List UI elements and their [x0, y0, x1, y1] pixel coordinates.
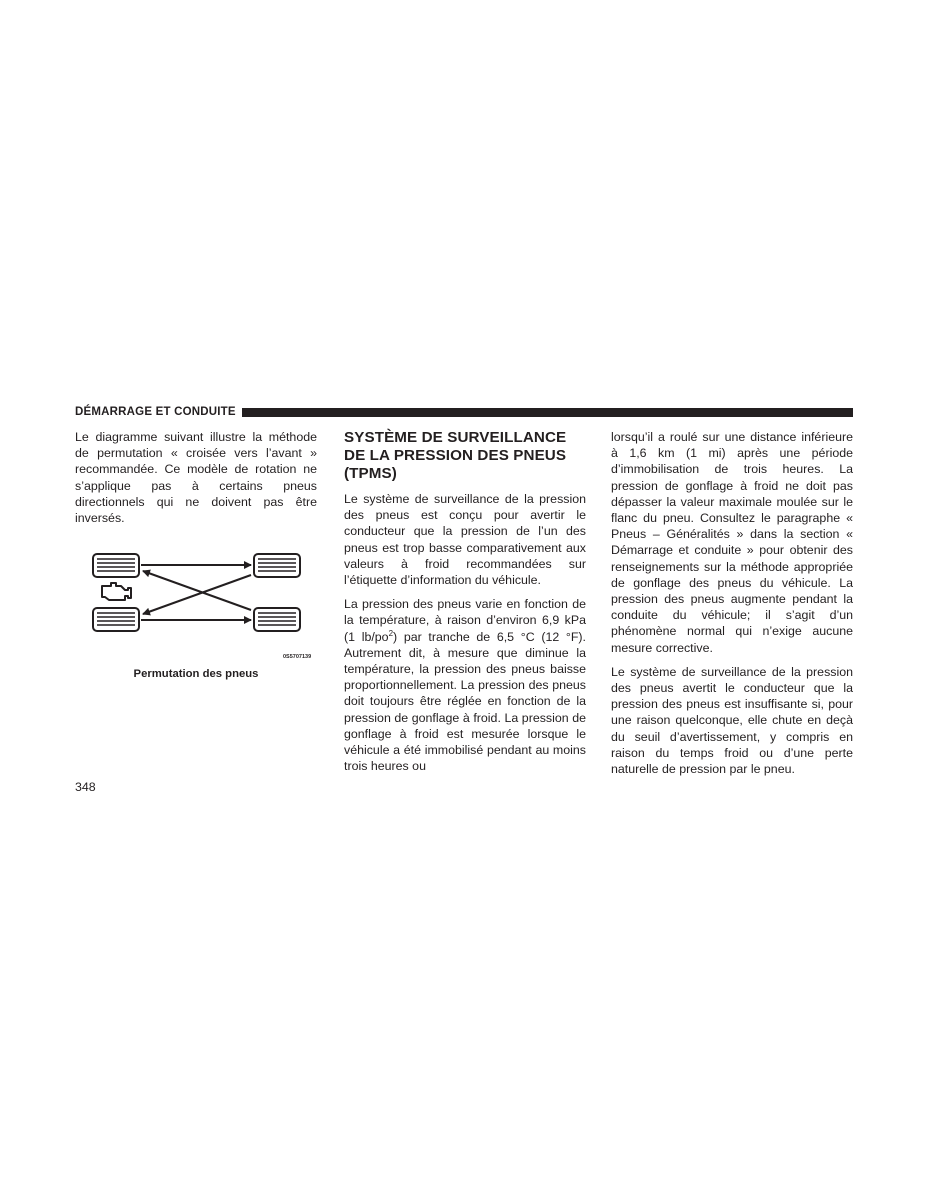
figure-caption: Permutation des pneus: [133, 668, 259, 680]
tire-icon: [93, 608, 139, 631]
page-number: 348: [75, 780, 96, 794]
figure-code: 0S5707139: [283, 654, 312, 660]
tire-icon: [254, 554, 300, 577]
arrow-icon: [141, 565, 251, 620]
section-heading: SYSTÈME DE SURVEILLANCE DE LA PRESSION DES PNEUS (TPMS): [344, 429, 567, 482]
pressure-variation-text-end: ) par tranche de 6,5 °C (12 °F). Autrement dit, à mesure que diminue la température, la pression des pneus baisse proportionnellement. La pression des pneus doit toujours être réglée en fonction de la pression de gonflage à froid. La pression de gonflage à froid est mesurée lorsque le véhicule a été immobilisé pendant au moins trois heures ou: [344, 629, 586, 774]
warning-paragraph: Le système de surveillance de la pression des pneus avertit le conducteur que la pression des pneus est insuffisante si, pour une raison quelconque, elle chute en deçà du seuil d’avertissement, y compris en raison du temps froid ou d’une perte naturelle de pression par le pneu.: [611, 664, 853, 777]
pressure-variation-text-start: La pression des pneus varie en fonction de la température, à raison d’environ 6,9 kPa (1 lb/po: [344, 597, 586, 644]
engine-icon: [102, 583, 131, 600]
column-middle: [344, 429, 586, 782]
tpms-intro-paragraph: Le système de surveillance de la pression des pneus est conçu pour avertir le conducteur que la pression de l’un des pneus est trop basse comparativement aux valeurs à froid recommandées sur l’étiquette d’information du véhicule.: [344, 492, 586, 588]
pressure-variation-paragraph: [344, 596, 586, 774]
tire-icon: [93, 554, 139, 577]
section-header: [75, 406, 853, 419]
tire-rotation-diagram: [75, 545, 317, 665]
column-left: [75, 429, 317, 534]
intro-paragraph: Le diagramme suivant illustre la méthode de permutation « croisée vers l’avant » recommandée. Ce modèle de rotation ne s’applique pas à certains pneus directionnels qui ne doivent pas être inversés.: [75, 430, 317, 526]
tire-icon: [254, 608, 300, 631]
cold-pressure-paragraph: lorsqu’il a roulé sur une distance inférieure à 1,6 km (1 mi) après une période d’immobilisation de trois heures. La pression de gonflage à froid ne doit pas dépasser la valeur maximale moulée sur le flanc du pneu. Consultez le paragraphe « Pneus – Généralités » dans la section « Démarrage et conduite » pour obtenir des renseignements sur la méthode appropriée de gonflage des pneus du véhicule. La pression des pneus augmente pendant la conduite du véhicule; il s’agit d’un phénomène normal qui n’exige aucune mesure corrective.: [611, 430, 853, 655]
tire-rotation-figure: [75, 545, 317, 685]
superscript-two: 2: [388, 628, 394, 638]
section-header-title: DÉMARRAGE ET CONDUITE: [75, 406, 236, 418]
section-header-rule: [242, 408, 853, 417]
column-right: [611, 429, 853, 785]
